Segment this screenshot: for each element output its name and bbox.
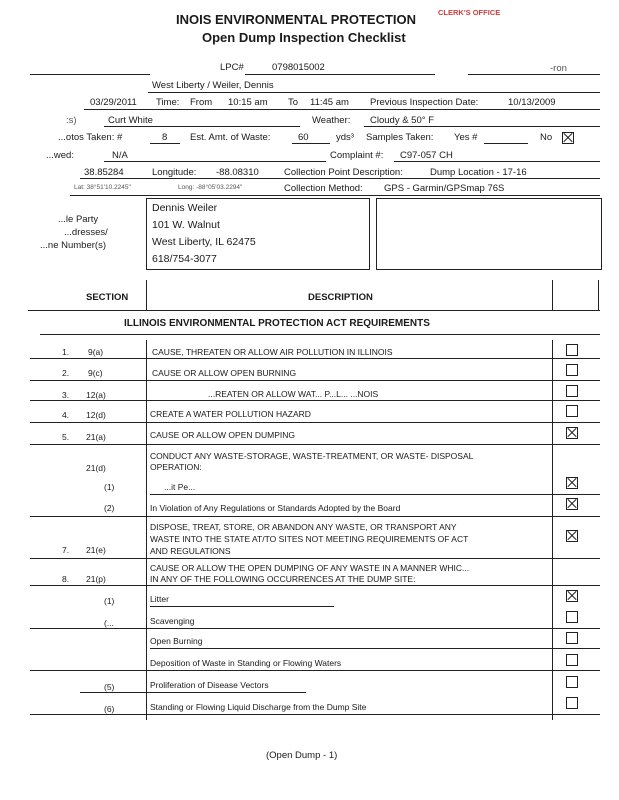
- sub-row-checkbox[interactable]: [566, 697, 578, 709]
- sub-row-section: (6): [104, 704, 115, 714]
- sub-row-checkbox[interactable]: [566, 590, 578, 602]
- row-description-line3: AND REGULATIONS: [150, 546, 231, 556]
- from-label: From: [190, 97, 213, 108]
- row-number: 2.: [62, 368, 70, 378]
- weather-label: Weather:: [312, 115, 351, 126]
- samples-no-label: No: [540, 132, 553, 143]
- previous-inspection-label: Previous Inspection Date:: [370, 97, 479, 108]
- sub-row-description: Open Burning: [150, 636, 203, 646]
- sub-row-section: (1): [104, 482, 115, 492]
- row-section: 12(a): [86, 390, 106, 400]
- interviewed-label: ...wed:: [46, 150, 74, 161]
- time-label: Time:: [156, 97, 180, 108]
- interviewed-value: N/A: [112, 150, 128, 161]
- sub-row-description: Litter: [150, 594, 169, 604]
- sub-row-description: Proliferation of Disease Vectors: [150, 680, 269, 690]
- row-checkbox[interactable]: [566, 364, 578, 376]
- row-description-line2: OPERATION:: [150, 462, 202, 472]
- row-section: 21(p): [86, 574, 106, 584]
- inspector-prefix: :s): [66, 115, 77, 126]
- sub-row-section: (5): [104, 682, 115, 692]
- sub-row-checkbox[interactable]: [566, 498, 578, 510]
- longitude-label: Longitude:: [152, 167, 197, 178]
- sub-row-description: Deposition of Waste in Standing or Flowing Waters: [150, 658, 342, 668]
- photos-value: 8: [162, 132, 168, 143]
- complaint-value: C97-057 CH: [400, 150, 453, 161]
- collection-point-label: Collection Point Description:: [284, 167, 403, 178]
- location: West Liberty / Weiler, Dennis: [152, 80, 274, 91]
- samples-yes-label: Yes #: [454, 132, 478, 143]
- row-description-line2: WASTE INTO THE STATE AT/TO SITES NOT MEETING REQUIREMENTS OF ACT: [150, 534, 469, 544]
- sub-row-section: (2): [104, 503, 115, 513]
- row-section: 9(a): [88, 347, 104, 357]
- party-phone: 618/754-3077: [152, 253, 217, 265]
- waste-unit: yds³: [336, 132, 354, 143]
- corner-text: -ron: [550, 63, 567, 74]
- sub-row-checkbox[interactable]: [566, 654, 578, 666]
- row-description: CAUSE OR ALLOW OPEN BURNING: [152, 368, 297, 378]
- row-description-line2: IN ANY OF THE FOLLOWING OCCURRENCES AT THE DUMP SITE:: [150, 574, 416, 584]
- waste-value: 60: [298, 132, 309, 143]
- collection-point-value: Dump Location - 17-16: [430, 167, 527, 178]
- row-checkbox[interactable]: [566, 427, 578, 439]
- page-footer: (Open Dump - 1): [266, 750, 338, 761]
- samples-no-checkbox[interactable]: [562, 132, 574, 144]
- latitude-value: 38.85284: [84, 167, 124, 178]
- row-checkbox[interactable]: [566, 405, 578, 417]
- party-label-3: ...ne Number(s): [40, 240, 106, 251]
- party-name: Dennis Weiler: [152, 202, 218, 214]
- agency-title: INOIS ENVIRONMENTAL PROTECTION: [176, 12, 417, 27]
- complaint-label: Complaint #:: [330, 150, 384, 161]
- row-checkbox[interactable]: [566, 530, 578, 542]
- samples-label: Samples Taken:: [366, 132, 434, 143]
- row-description: DISPOSE, TREAT, STORE, OR ABANDON ANY WASTE, OR TRANSPORT ANY: [150, 522, 457, 532]
- sub-row-checkbox[interactable]: [566, 477, 578, 489]
- party-label-2: ...dresses/: [64, 227, 108, 238]
- party-box-2: [376, 198, 602, 270]
- row-section: 21(a): [86, 432, 106, 442]
- sub-row-description: ...it Pe...: [164, 482, 196, 492]
- row-description: CONDUCT ANY WASTE-STORAGE, WASTE-TREATMENT, OR WASTE- DISPOSAL: [150, 451, 474, 461]
- weather-value: Cloudy & 50° F: [370, 115, 434, 126]
- to-value: 11:45 am: [310, 97, 349, 108]
- page-title: Open Dump Inspection Checklist: [202, 30, 406, 45]
- sub-row-section: (1): [104, 596, 115, 606]
- sub-row-checkbox[interactable]: [566, 632, 578, 644]
- collection-method-value: GPS - Garmin/GPSmap 76S: [384, 183, 505, 194]
- inspection-date: 03/29/2011: [90, 97, 137, 108]
- row-section: 12(d): [86, 410, 106, 420]
- to-label: To: [288, 97, 299, 108]
- waste-label: Est. Amt. of Waste:: [190, 132, 271, 143]
- row-number: 1.: [62, 347, 70, 357]
- photos-label: ...otos Taken: #: [58, 132, 123, 143]
- collection-method-label: Collection Method:: [284, 183, 363, 194]
- row-number: 3.: [62, 390, 70, 400]
- row-number: 7.: [62, 545, 70, 555]
- sub-row-description: Scavenging: [150, 616, 195, 626]
- sub-row-section: (...: [104, 618, 114, 628]
- party-label-1: ...le Party: [58, 214, 99, 225]
- sub-row-description: In Violation of Any Regulations or Standards Adopted by the Board: [150, 503, 401, 513]
- row-description: CAUSE OR ALLOW THE OPEN DUMPING OF ANY WASTE IN A MANNER WHIC...: [150, 563, 470, 573]
- row-description: CREATE A WATER POLLUTION HAZARD: [150, 409, 311, 419]
- party-city: West Liberty, IL 62475: [152, 236, 256, 248]
- description-column-header: DESCRIPTION: [308, 292, 373, 303]
- clerk-stamp: CLERK'S OFFICE: [438, 8, 501, 17]
- sub-row-checkbox[interactable]: [566, 676, 578, 688]
- sub-row-checkbox[interactable]: [566, 611, 578, 623]
- row-number: 4.: [62, 410, 70, 420]
- act-heading: ILLINOIS ENVIRONMENTAL PROTECTION ACT REQUIREMENTS: [124, 318, 430, 329]
- longitude-dms: Long: -88°05'03.2294": [178, 184, 243, 191]
- row-description: ...REATEN OR ALLOW WAT... P...L... ...NOIS: [208, 389, 379, 399]
- row-number: 8.: [62, 574, 70, 584]
- latitude-dms: Lat: 38°51'10.2245": [74, 184, 131, 191]
- lpc-label: LPC#: [220, 62, 244, 73]
- row-section: 21(d): [86, 463, 106, 473]
- row-section: 21(e): [86, 545, 106, 555]
- row-description: CAUSE, THREATEN OR ALLOW AIR POLLUTION IN ILLINOIS: [152, 347, 393, 357]
- from-value: 10:15 am: [228, 97, 268, 108]
- previous-inspection-value: 10/13/2009: [508, 97, 556, 108]
- row-number: 5.: [62, 432, 70, 442]
- lpc-value: 0798015002: [272, 62, 325, 73]
- longitude-value: -88.08310: [216, 167, 259, 178]
- row-section: 9(c): [88, 368, 103, 378]
- section-column-header: SECTION: [86, 292, 129, 303]
- row-checkbox[interactable]: [566, 385, 578, 397]
- row-checkbox[interactable]: [566, 344, 578, 356]
- row-description: CAUSE OR ALLOW OPEN DUMPING: [150, 430, 295, 440]
- party-street: 101 W. Walnut: [152, 219, 220, 231]
- sub-row-description: Standing or Flowing Liquid Discharge from the Dump Site: [150, 702, 367, 712]
- inspector-name: Curt White: [108, 115, 153, 126]
